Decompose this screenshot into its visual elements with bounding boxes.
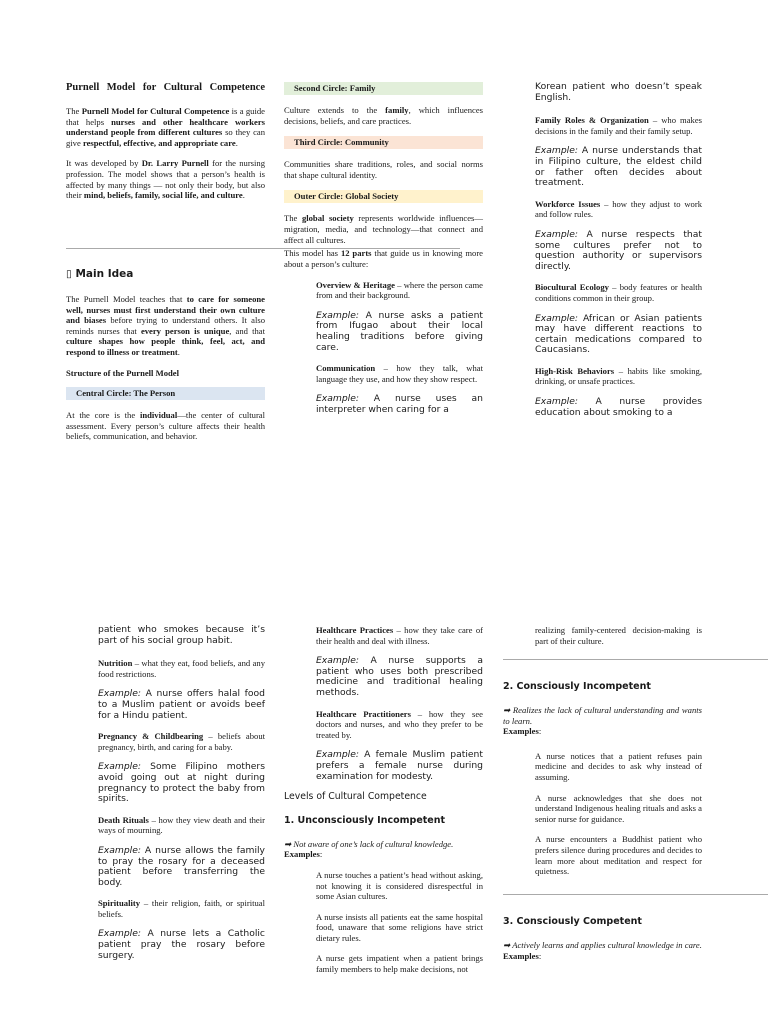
outer-circle-paragraph: The global society represents worldwide influences—migration, media, and technology—that connect and affect all cultures.	[284, 213, 483, 245]
document-title: Purnell Model for Cultural Competence	[66, 82, 265, 93]
healthcare-practices-item: Healthcare Practices – how they take care of their health and deal with illness.	[316, 625, 483, 646]
level-2-example-2: A nurse acknowledges that she does not understand Indigenous healing rituals and asks a senior nurse for guidance.	[535, 792, 702, 824]
column-1	[66, 82, 265, 211]
pregnancy-item: Pregnancy & Childbearing – beliefs about pregnancy, birth, and caring for a baby.	[98, 731, 266, 752]
workforce-example: Example: A nurse respects that some cultures prefer not to question authority or supervisors directly.	[535, 228, 702, 272]
communication-example: Example: A nurse uses an interpreter when caring for a	[316, 393, 483, 415]
healthcare-practices-example: Example: A nurse supports a patient who uses both prescribed medicine and traditional healing methods.	[316, 655, 483, 698]
column-1-lower	[66, 268, 265, 452]
divider-level-2	[503, 659, 768, 660]
central-circle-bar: Central Circle: The Person	[66, 387, 265, 400]
level-3-description: ➡ Actively learns and applies cultural knowledge in care.	[503, 940, 702, 950]
third-circle-bar: Third Circle: Community	[284, 136, 483, 149]
pregnancy-example: Example: Some Filipino mothers avoid going out at night during pregnancy to protect the baby from spirits.	[98, 761, 265, 805]
biocultural-example: Example: African or Asian patients may have different reactions to certain medications compared to Caucasians.	[535, 312, 702, 356]
death-rituals-example: Example: A nurse allows the family to pray the rosary for a deceased patient before transferring the body.	[98, 844, 265, 888]
healthcare-practitioners-item: Healthcare Practitioners – how they see doctors and nurses, and who they prefer to be treated by.	[316, 708, 483, 740]
level-3-examples-label: Examples:	[503, 950, 542, 961]
level-2-examples-label: Examples:	[503, 726, 542, 737]
level-1-example-3: A nurse gets impatient when a patient brings family members to help make decisions, not	[316, 953, 483, 975]
column-6-level-3	[503, 916, 702, 971]
column-6	[503, 625, 702, 656]
column-2	[284, 82, 483, 426]
outer-circle-bar: Outer Circle: Global Society	[284, 190, 483, 203]
level-1-heading: 1. Unconsciously Incompetent	[284, 814, 446, 826]
third-circle-paragraph: Communities share traditions, roles, and social norms that shape cultural identity.	[284, 159, 483, 180]
level-1-examples-label: Examples:	[284, 849, 323, 860]
column-5	[284, 625, 483, 985]
spirituality-example: Example: A nurse lets a Catholic patient pray the rosary before surgery.	[98, 928, 265, 961]
high-risk-example-continued: patient who smokes because it’s part of his social group habit.	[98, 624, 265, 646]
divider-level-3	[503, 894, 768, 895]
overview-heritage-item: Overview & Heritage – where the person came from and their background.	[316, 279, 483, 301]
nutrition-item: Nutrition – what they eat, food beliefs, and any food restrictions.	[98, 658, 265, 679]
developer-paragraph: It was developed by Dr. Larry Purnell for the nursing profession. The model shows that a person’s health is affected by many things — not only their body, but also their mind, beliefs, family, social life, and culture.	[66, 158, 266, 201]
family-roles-item: Family Roles & Organization – who makes decisions in the family and their family setup.	[535, 115, 702, 136]
structure-heading: Structure of the Purnell Model	[66, 367, 179, 378]
central-circle-paragraph: At the core is the individual—the center of cultural assessment. Every person’s culture affects their health beliefs, communication, and behavior.	[66, 410, 266, 442]
column-3	[535, 82, 702, 428]
communication-item: Communication – how they talk, what language they use, and how they show respect.	[316, 363, 483, 384]
second-circle-paragraph: Culture extends to the family, which influences decisions, beliefs, and care practices.	[284, 105, 484, 126]
workforce-item: Workforce Issues – how they adjust to work and follow rules.	[535, 198, 702, 220]
level-1-example-2: A nurse insists all patients eat the same hospital food, unaware that some religions have strict dietary rules.	[316, 911, 483, 943]
level-2-description: ➡ Realizes the lack of cultural understanding and wants to learn.	[503, 705, 702, 726]
level-2-example-1: A nurse notices that a patient refuses pain medicine and decides to ask why instead of assuming.	[535, 750, 702, 782]
overview-example: Example: A nurse asks a patient from Ifugao about their local healing traditions before giving care.	[316, 309, 483, 353]
level-1-example-1: A nurse touches a patient’s head without asking, not knowing it is considered disrespectful in some Asian cultures.	[316, 869, 483, 902]
high-risk-example: Example: A nurse provides education about smoking to a	[535, 396, 702, 418]
death-rituals-item: Death Rituals – how they view death and their ways of mourning.	[98, 814, 266, 836]
bullseye-icon: ▯	[66, 268, 76, 280]
healthcare-practitioners-example: Example: A female Muslim patient prefers a female nurse during examination for modesty.	[316, 749, 483, 782]
intro-paragraph: The Purnell Model for Cultural Competence is a guide that helps nurses and other healthcare workers understand people from different cultures so they can give respectful, effective, and appropriate care.	[66, 106, 266, 148]
biocultural-item: Biocultural Ecology – body features or health conditions common in their group.	[535, 282, 702, 303]
nutrition-example: Example: A nurse offers halal food to a Muslim patient or avoids beef for a Hindu patient.	[98, 688, 265, 721]
family-roles-example: Example: A nurse understands that in Filipino culture, the eldest child or father often decides about treatment.	[535, 145, 702, 189]
main-idea-paragraph: The Purnell Model teaches that to care for someone well, nurses must first understand their own culture and biases before trying to understand others. It also reminds nurses that every person is unique, and that culture shapes how people think, feel, act, and respond to illness or treatment.	[66, 294, 265, 357]
communication-example-continued: Korean patient who doesn’t speak English.	[535, 81, 702, 103]
level-2-example-3: A nurse encounters a Buddhist patient who prefers silence during procedures and decides to learn more about meditation and respect for quietness.	[535, 834, 702, 877]
twelve-parts-paragraph: This model has 12 parts that guide us in knowing more about a person’s culture:	[284, 248, 483, 269]
main-idea-heading: ▯ Main Idea	[66, 268, 134, 280]
level-3-heading: 3. Consciously Competent	[503, 916, 642, 927]
column-4	[98, 625, 265, 971]
column-6-level-2	[503, 681, 702, 887]
level-1-description: ➡ Not aware of one’s lack of cultural knowledge.	[284, 838, 454, 849]
high-risk-item: High-Risk Behaviors – habits like smoking, drinking, or unsafe practices.	[535, 365, 703, 387]
level-1-example-3-continued: realizing family-centered decision-making is part of their culture.	[535, 625, 702, 646]
second-circle-bar: Second Circle: Family	[284, 82, 483, 95]
level-2-heading: 2. Consciously Incompetent	[503, 681, 651, 692]
spirituality-item: Spirituality – their religion, faith, or spiritual beliefs.	[98, 898, 265, 919]
levels-heading: Levels of Cultural Competence	[284, 791, 427, 803]
